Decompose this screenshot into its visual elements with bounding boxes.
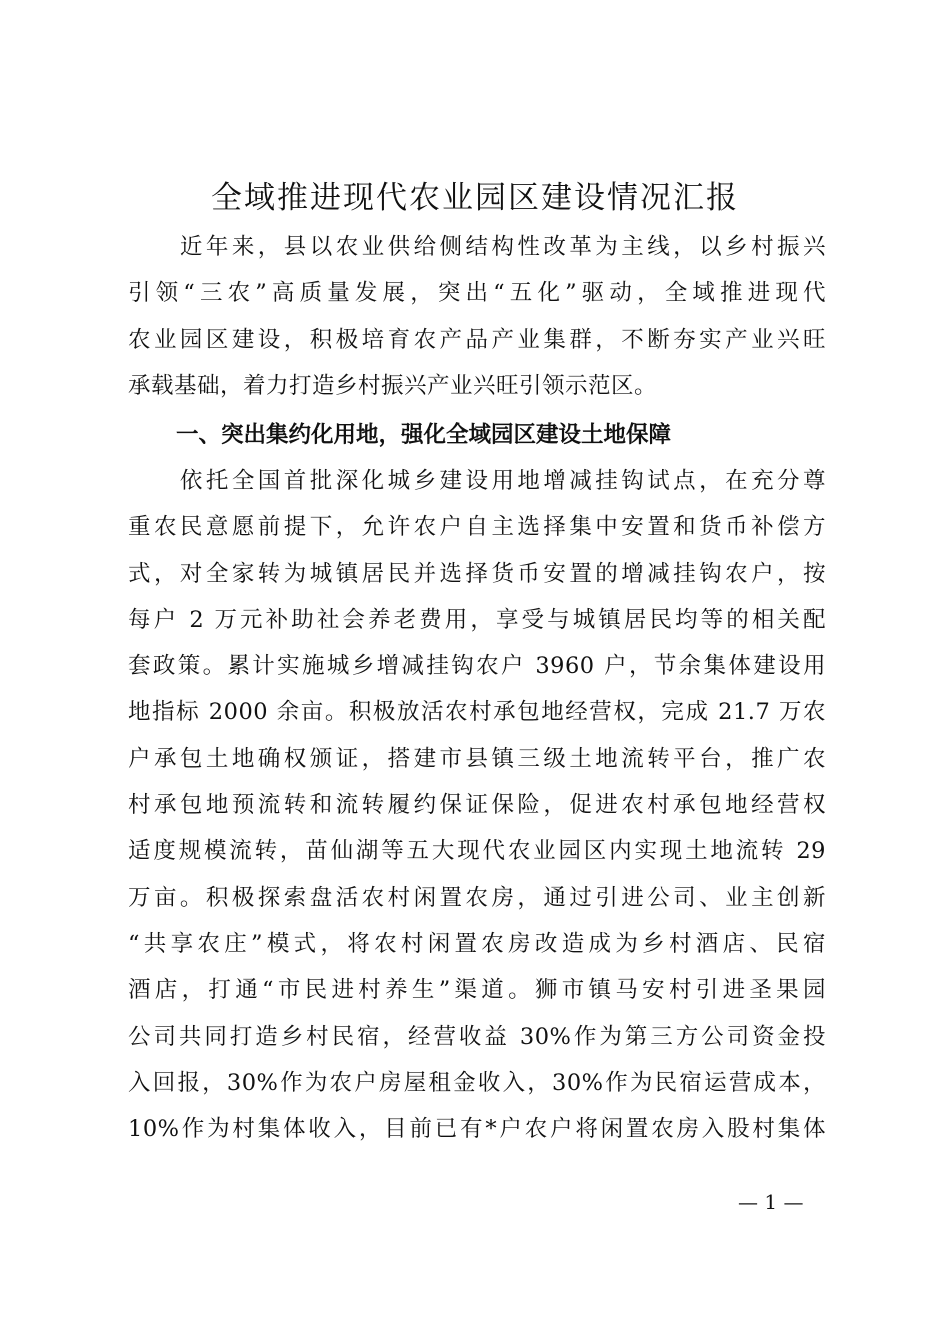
paragraph-line: 公司共同打造乡村民宿，经营收益 30%作为第三方公司资金投 [128, 1023, 826, 1050]
paragraph-line: 农业园区建设，积极培育农产品产业集群，不断夯实产业兴旺 [128, 326, 826, 353]
section-heading: 一、突出集约化用地，强化全域园区建设土地保障 [176, 422, 672, 448]
paragraph-line: 式，对全家转为城镇居民并选择货币安置的增减挂钩农户，按 [128, 560, 826, 587]
paragraph-line: 10%作为村集体收入，目前已有*户农户将闲置农房入股村集体 [128, 1116, 826, 1143]
paragraph-line: 套政策。累计实施城乡增减挂钩农户 3960 户，节余集体建设用 [128, 653, 826, 680]
paragraph-line: 引领“三农”高质量发展，突出“五化”驱动，全域推进现代 [128, 280, 826, 307]
paragraph-line: 地指标 2000 余亩。积极放活农村承包地经营权，完成 21.7 万农 [128, 699, 826, 726]
paragraph-line: 承载基础，着力打造乡村振兴产业兴旺引领示范区。 [128, 372, 658, 399]
page-number: — 1 — [738, 1190, 804, 1214]
paragraph-line: 近年来，县以农业供给侧结构性改革为主线，以乡村振兴 [128, 234, 826, 260]
paragraph-line: 户承包土地确权颁证，搭建市县镇三级土地流转平台，推广农 [128, 745, 826, 772]
paragraph-line: 适度规模流转，苗仙湖等五大现代农业园区内实现土地流转 29 [128, 838, 826, 865]
paragraph-line: 入回报，30%作为农户房屋租金收入，30%作为民宿运营成本， [128, 1069, 826, 1096]
document-title: 全域推进现代农业园区建设情况汇报 [211, 180, 739, 216]
paragraph-line: 万亩。积极探索盘活农村闲置农房，通过引进公司、业主创新 [128, 884, 826, 911]
paragraph-line: 每户 2 万元补助社会养老费用，享受与城镇居民均等的相关配 [128, 606, 826, 633]
paragraph-line: 重农民意愿前提下，允许农户自主选择集中安置和货币补偿方 [128, 514, 826, 541]
paragraph-line: 酒店，打通“市民进村养生”渠道。狮市镇马安村引进圣果园 [128, 977, 826, 1004]
section-paragraph [128, 458, 826, 1152]
paragraph-line: 依托全国首批深化城乡建设用地增减挂钩试点，在充分尊 [128, 468, 826, 494]
paragraph-line: “共享农庄”模式，将农村闲置农房改造成为乡村酒店、民宿 [128, 930, 826, 957]
paragraph-line: 村承包地预流转和流转履约保证保险，促进农村承包地经营权 [128, 792, 826, 819]
intro-paragraph [128, 224, 826, 409]
